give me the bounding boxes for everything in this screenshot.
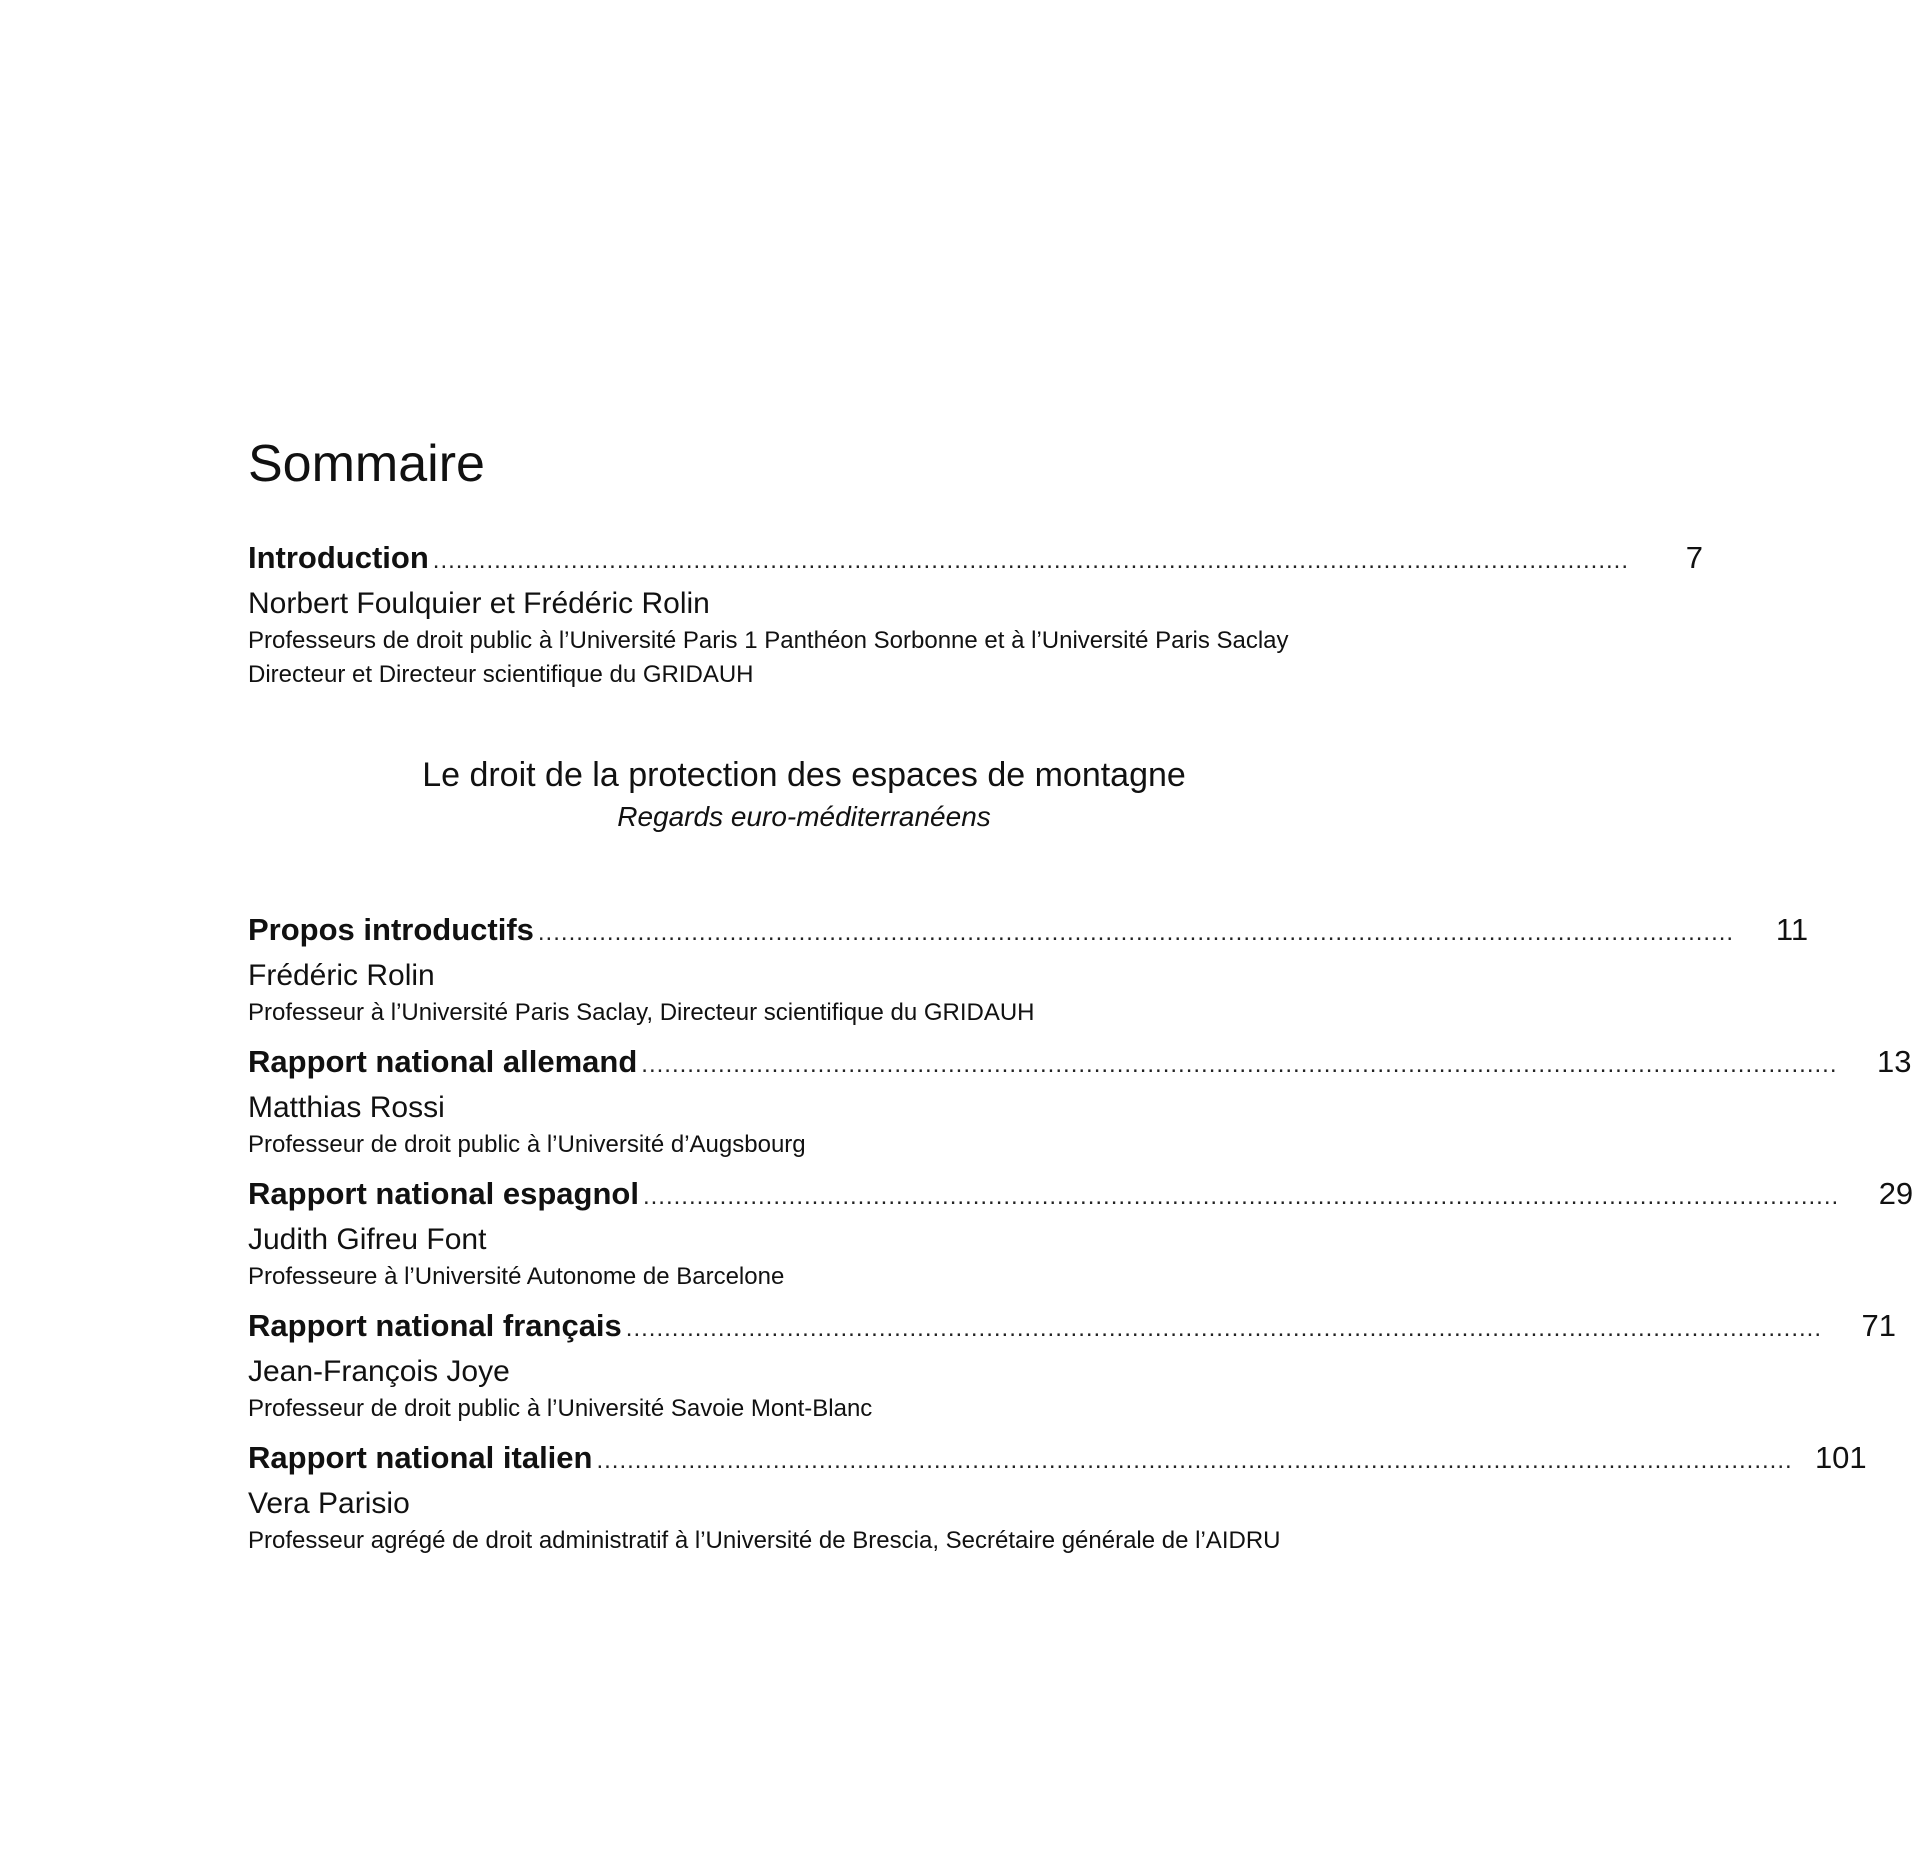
toc-entry-affiliation: Professeurs de droit public à l’Université Paris 1 Panthéon Sorbonne et à l’Université Paris Saclay xyxy=(248,627,1289,654)
toc-entry-author: Vera Parisio xyxy=(248,1487,410,1520)
dot-leader: ............................................................................................................................................................ xyxy=(625,1315,1822,1342)
toc-entry[interactable] xyxy=(248,1044,1912,1162)
toc-entry[interactable] xyxy=(248,1308,1896,1426)
toc-entry-title: Rapport national italien xyxy=(248,1440,593,1475)
section-title: Le droit de la protection des espaces de montagne xyxy=(422,756,1186,794)
toc-page-number: 29 xyxy=(1878,1176,1913,1211)
toc-page-number: 13 xyxy=(1877,1044,1912,1079)
toc-entry[interactable] xyxy=(248,1176,1913,1294)
toc-entry-author: Norbert Foulquier et Frédéric Rolin xyxy=(248,587,710,620)
toc-entry-title: Introduction xyxy=(248,540,429,575)
dot-leader: ............................................................................................................................................................ xyxy=(642,1183,1840,1210)
toc-entry-title: Propos introductifs xyxy=(248,912,534,947)
toc-entry-title: Rapport national français xyxy=(248,1308,622,1343)
toc-entry-author: Frédéric Rolin xyxy=(248,959,435,992)
toc-page-number: 71 xyxy=(1861,1308,1896,1343)
toc-entry[interactable] xyxy=(248,1440,1867,1558)
page-title: Sommaire xyxy=(248,435,485,493)
dot-leader: ............................................................................................................................................................ xyxy=(537,919,1735,946)
toc-entry-author: Judith Gifreu Font xyxy=(248,1223,487,1256)
dot-leader: ............................................................................................................................................................ xyxy=(596,1447,1793,1474)
toc-entry-affiliation: Professeur de droit public à l’Université d’Augsbourg xyxy=(248,1131,806,1158)
toc-entry-affiliation: Directeur et Directeur scientifique du GRIDAUH xyxy=(248,661,754,688)
toc-entry-author: Jean-François Joye xyxy=(248,1355,510,1388)
toc-entry-affiliation: Professeur de droit public à l’Université Savoie Mont-Blanc xyxy=(248,1395,873,1422)
dot-leader: ............................................................................................................................................................ xyxy=(641,1051,1838,1078)
toc-entry-affiliation: Professeur à l’Université Paris Saclay, Directeur scientifique du GRIDAUH xyxy=(248,999,1035,1026)
toc-entry-title: Rapport national espagnol xyxy=(248,1176,639,1211)
toc-entry[interactable] xyxy=(248,912,1809,1030)
toc-entry-title: Rapport national allemand xyxy=(248,1044,638,1079)
toc-page-number: 7 xyxy=(1685,540,1703,575)
section-heading xyxy=(248,752,1360,836)
toc-entry-author: Matthias Rossi xyxy=(248,1091,445,1124)
toc-entry-introduction[interactable] xyxy=(248,540,1703,692)
toc-page-number: 101 xyxy=(1814,1440,1867,1475)
dot-leader: ............................................................................................................................................................ xyxy=(432,547,1629,574)
toc-entry-affiliation: Professeure à l’Université Autonome de Barcelone xyxy=(248,1263,785,1290)
section-subtitle: Regards euro-méditerranéens xyxy=(617,801,991,832)
toc-page-number: 11 xyxy=(1775,912,1809,947)
toc-entry-affiliation: Professeur agrégé de droit administratif à l’Université de Brescia, Secrétaire générale de l’AIDRU xyxy=(248,1527,1281,1554)
